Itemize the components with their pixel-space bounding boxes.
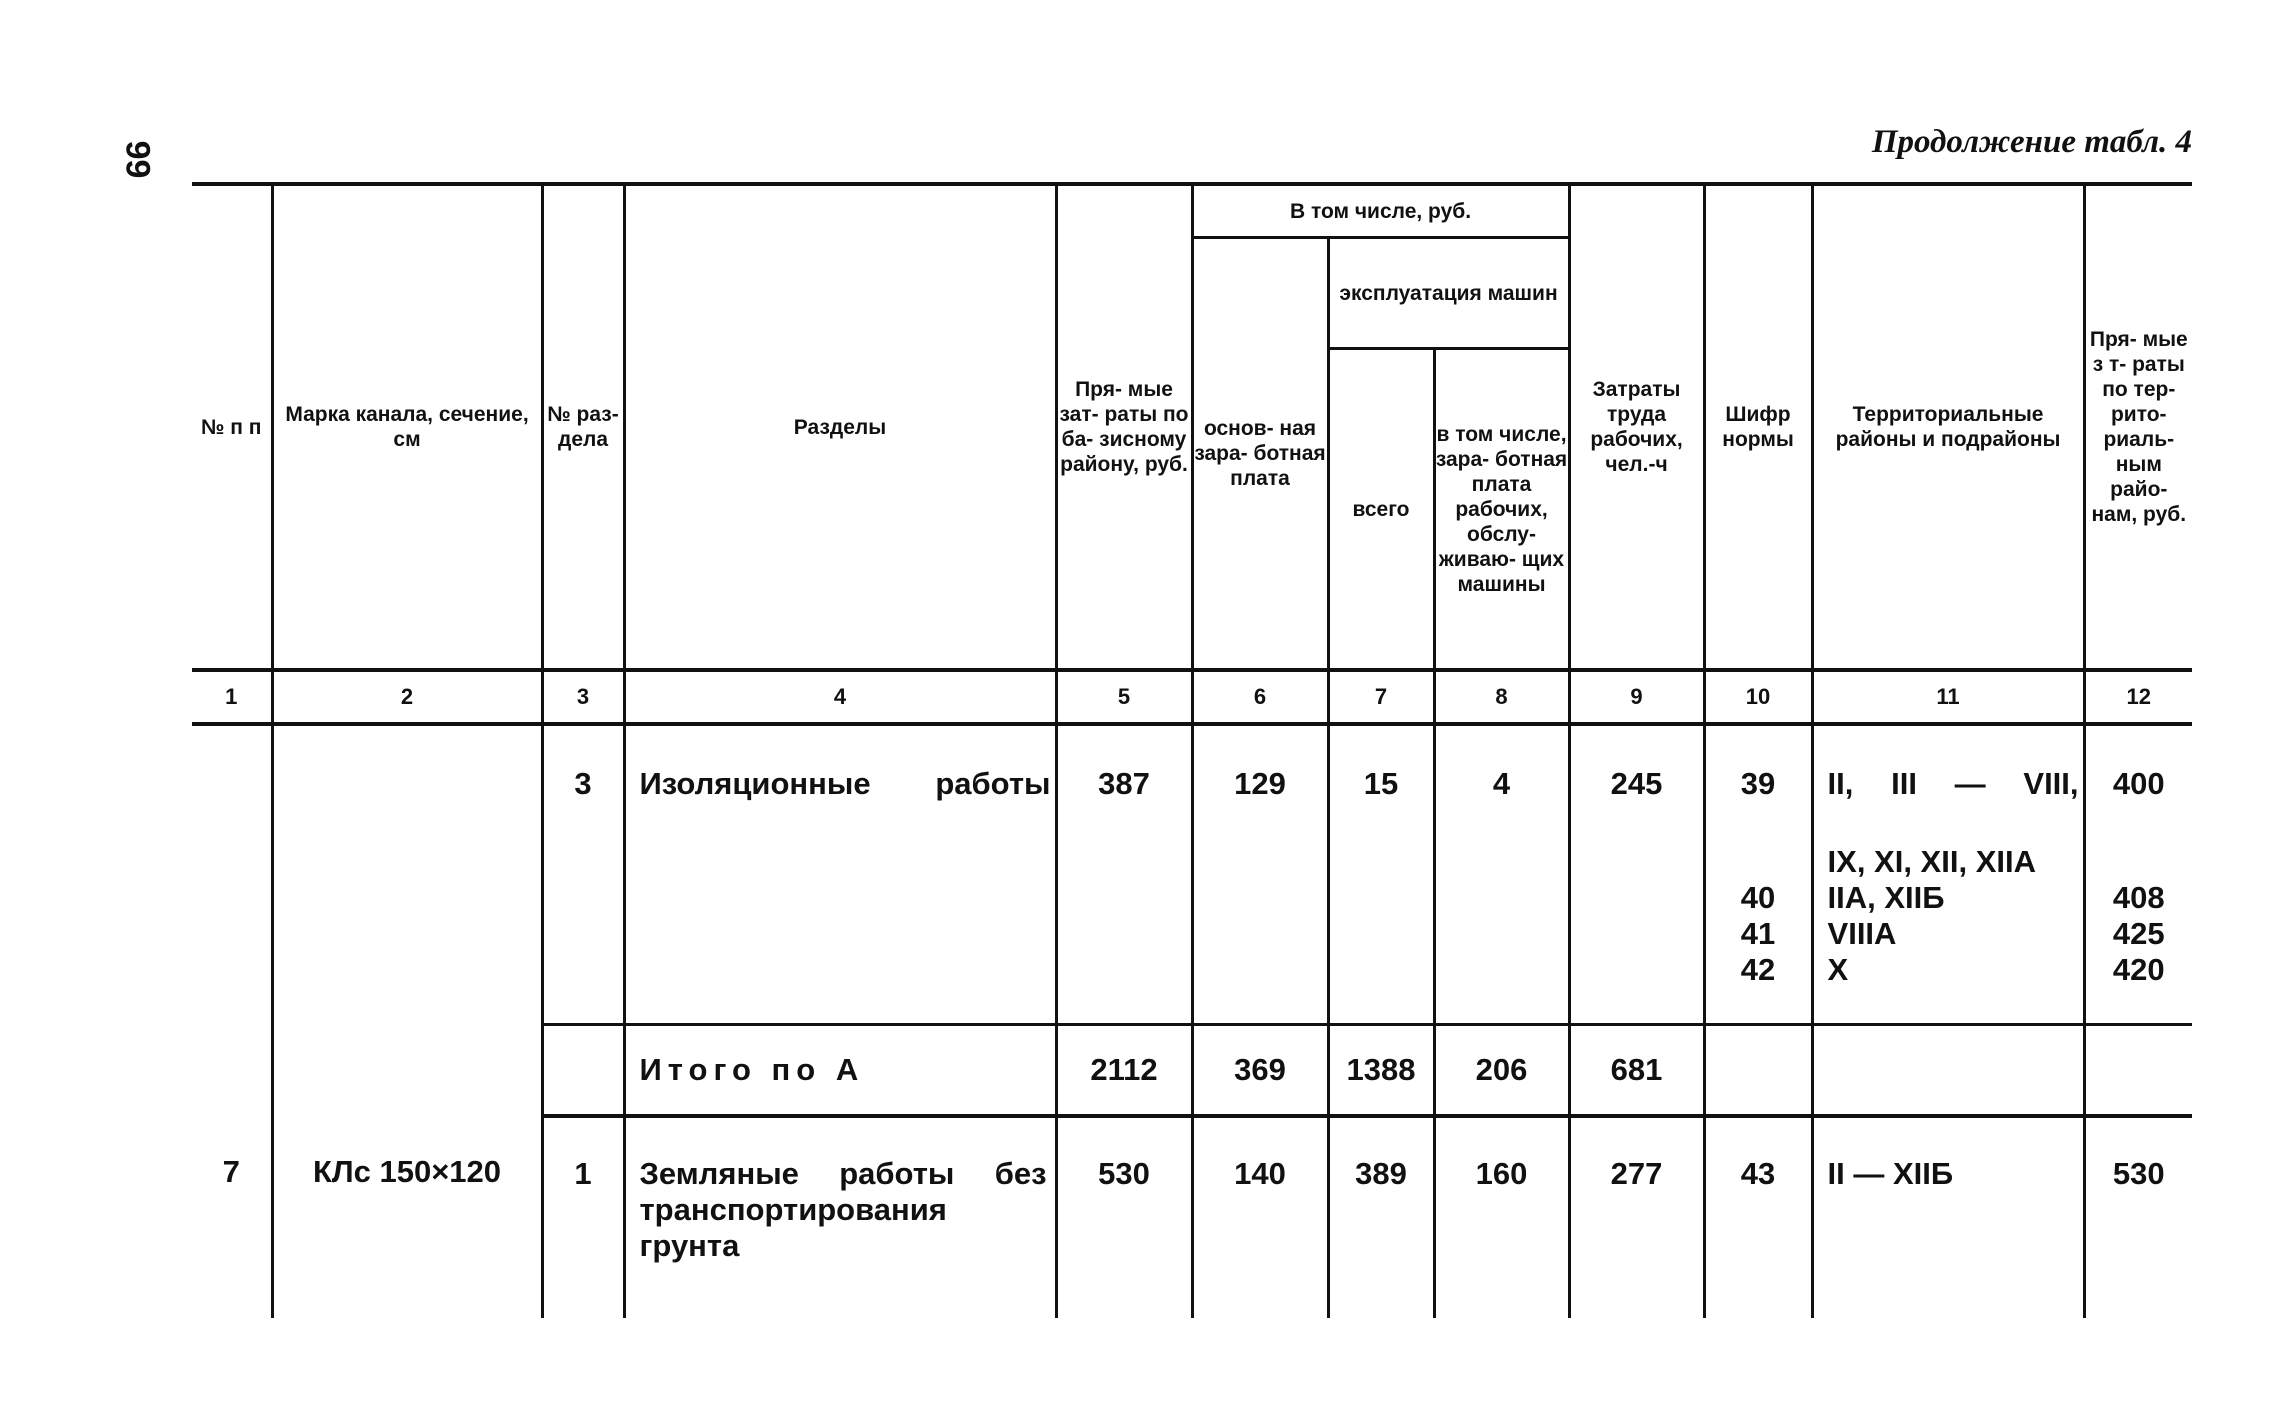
- header-mark: Марка канала, сечение, см: [272, 184, 542, 670]
- header-norm-code: Шифр нормы: [1704, 184, 1812, 670]
- colnum: 8: [1434, 670, 1569, 724]
- norm-code: 43: [1704, 1116, 1812, 1318]
- value-cell: 2112: [1056, 1024, 1192, 1116]
- table-caption: Продолжение табл. 4: [1871, 124, 2192, 160]
- value-cell: 369: [1192, 1024, 1328, 1116]
- norm-code: 40: [1740, 880, 1776, 915]
- regional-cost-cell: [2084, 724, 2192, 1024]
- header-base-wage: основ- ная зара- ботная плата: [1192, 238, 1328, 671]
- regional-cost: 530: [2112, 1155, 2165, 1191]
- region: X: [1827, 952, 1849, 987]
- value-cell: 160: [1434, 1116, 1569, 1318]
- norm-code: 41: [1740, 916, 1776, 951]
- colnum: 6: [1192, 670, 1328, 724]
- regions-cell: [1812, 724, 2084, 1024]
- colnum: 1: [192, 670, 272, 724]
- razdel-name: Изоляционные работы: [624, 724, 1056, 1024]
- region: II — XIIБ: [1812, 1116, 2084, 1318]
- cost-table: [192, 182, 2192, 1318]
- value-cell: 15: [1328, 724, 1434, 1024]
- value-cell: 387: [1056, 724, 1192, 1024]
- total-label: Итого по А: [624, 1024, 1056, 1116]
- regional-cost: 425: [2112, 916, 2165, 951]
- colnum: 5: [1056, 670, 1192, 724]
- value-cell: 4: [1434, 724, 1569, 1024]
- razdel-cell: 3: [542, 724, 624, 1024]
- header-group-including: В том числе, руб.: [1192, 184, 1569, 238]
- region: VIIIA: [1827, 916, 1897, 951]
- region: IIA, XIIБ: [1827, 880, 1945, 915]
- regional-cost: 420: [2112, 952, 2165, 987]
- razdel-name: Земляные работы без транспортирования грунта: [624, 1116, 1056, 1318]
- header-razdely: Разделы: [624, 184, 1056, 670]
- colnum: 12: [2084, 670, 2192, 724]
- value-cell: 1388: [1328, 1024, 1434, 1116]
- value-cell: 681: [1569, 1024, 1704, 1116]
- table-row: [192, 724, 2192, 1024]
- colnum: 9: [1569, 670, 1704, 724]
- colnum: 11: [1812, 670, 2084, 724]
- value-cell: 129: [1192, 724, 1328, 1024]
- header-group-machines: эксплуатация машин: [1328, 238, 1569, 349]
- colnum: 7: [1328, 670, 1434, 724]
- regional-cost: 400: [2112, 766, 2165, 801]
- norm-code: 42: [1740, 952, 1776, 987]
- channel-mark: КЛс 150×120: [272, 1116, 542, 1318]
- header-direct-costs: Пря- мые зат- раты по ба- зисному району, руб.: [1056, 184, 1192, 670]
- value-cell: 530: [1056, 1116, 1192, 1318]
- header-machines-total: всего: [1328, 349, 1434, 671]
- colnum: 10: [1704, 670, 1812, 724]
- row-number: 7: [222, 1153, 240, 1189]
- value-cell: 140: [1192, 1116, 1328, 1318]
- colnum: 4: [624, 670, 1056, 724]
- header-num: № п п: [192, 184, 272, 670]
- colnum: 2: [272, 670, 542, 724]
- colnum: 3: [542, 670, 624, 724]
- header-regions: Территориальные районы и подрайоны: [1812, 184, 2084, 670]
- header-labor: Затраты труда рабочих, чел.-ч: [1569, 184, 1704, 670]
- value-cell: 277: [1569, 1116, 1704, 1318]
- norm-code-cell: [1704, 724, 1812, 1024]
- norm-code: 39: [1740, 766, 1776, 801]
- regional-cost: 408: [2112, 880, 2165, 915]
- value-cell: 206: [1434, 1024, 1569, 1116]
- value-cell: 245: [1569, 724, 1704, 1024]
- razdel-cell: 1: [542, 1116, 624, 1318]
- table-row: [192, 1116, 2192, 1318]
- header-machines-wage: в том числе, зара- ботная плата рабочих, обслу- живаю- щих машины: [1434, 349, 1569, 671]
- region: II, III — VIII,: [1827, 766, 2079, 801]
- header-razdel-num: № раз- дела: [542, 184, 624, 670]
- header-regional-costs: Пря- мые з т- раты по тер- рито- риаль- ным райо- нам, руб.: [2084, 184, 2192, 670]
- page-number: 99: [118, 140, 157, 179]
- value-cell: 389: [1328, 1116, 1434, 1318]
- region: IX, XI, XII, XIIA: [1827, 844, 2036, 879]
